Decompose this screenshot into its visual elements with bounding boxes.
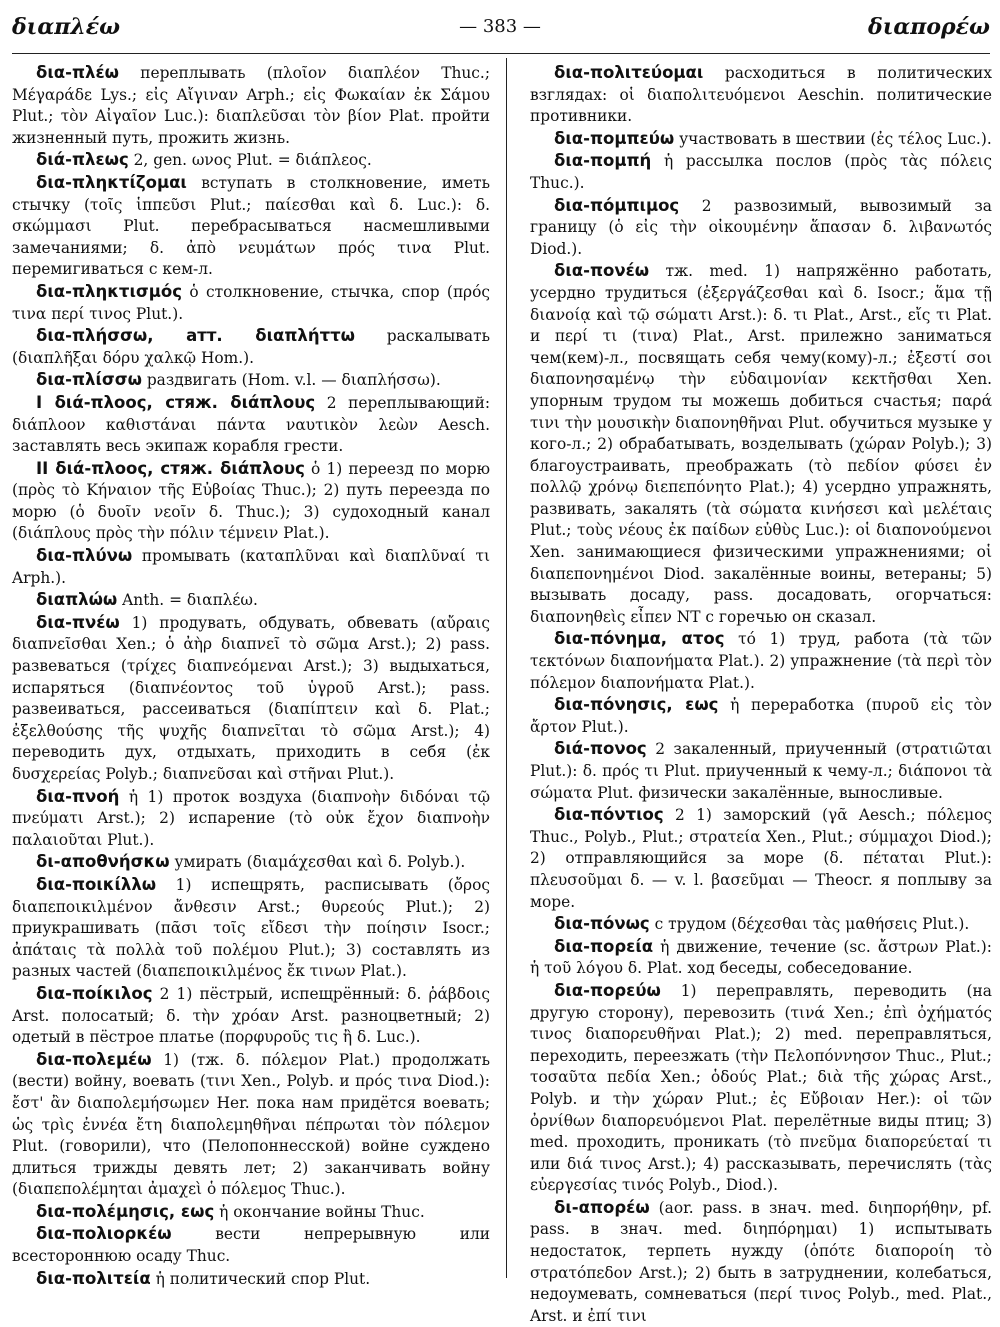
dictionary-entry	[530, 62, 992, 128]
entry-headword: δια-πλίσσω	[36, 370, 142, 390]
column-divider	[506, 58, 507, 1278]
dictionary-entry	[12, 851, 490, 874]
entry-headword: δια-πόντιος	[554, 805, 664, 825]
entry-definition: ἡ окончание войны Thuc.	[214, 1202, 425, 1221]
dictionary-entry	[530, 195, 992, 261]
left-column	[12, 62, 491, 1288]
entry-definition: 1) переправлять, переводить (на другую сторону), перевозить (τινά Xen.; ἐπὶ ὀχήματός τινος διαπορευθῆναι Plat.); 2) med. переправляться, переходить, переезжать (τὴν Πελοπόννησον Thuc., Plut.; τοσαῦτα πεδία Xen.; ὁδούς Plat.; διὰ τῆς χώρας Arst., Polyb. и τὴν χώραν Plut.; ἐς Εὔβοιαν Her.): οἱ τῶν ὀρνίθων διαπορευόμενοι Plat. перелётные виды птиц; 3) med. проходить, проникать (τὸ πνεῦμα διαπορεύεταί τι или διά τινος Arst.); 4) рассказывать, перечислять (τὰς εὐεργεσίας τινός Polyb., Diod.).	[530, 981, 992, 1195]
entry-headword: δια-πλέω	[36, 63, 119, 82]
entry-definition: 2 развозимый, вывозимый за границу (ὁ εἰς τὴν οἰκουμένην ἅπασαν δ. λιβανωτός Diod.).	[530, 196, 992, 258]
dictionary-entry	[530, 628, 992, 694]
page-header	[10, 10, 990, 50]
running-head-left: διαπλέω	[12, 14, 121, 40]
running-head-right: διαπορέω	[868, 14, 990, 40]
entry-headword: I διά-πλοος, стяж. διάπλους	[36, 392, 316, 412]
entry-headword: δια-πονέω	[554, 261, 650, 281]
dictionary-entry	[530, 804, 992, 913]
entry-headword: II διά-πλοος, стяж. διάπλους	[36, 458, 305, 478]
entry-definition: с трудом (δέχεσθαι τὰς μαθήσεις Plut.).	[649, 915, 970, 934]
dictionary-entry	[530, 694, 992, 738]
entry-definition: (aor. pass. в знач. med. διηπορήθην, pf. pass. в знач. med. διηπόρημαι) 1) испытывать недостаток, терпеть нужду (ὁπότε διαποροίη τὸ στρατόπεδον Arst.); 2) быть в затруднении, колебаться, недоумевать, сомневаться (περί τινος Polyb., med. Plat., Arst. и ἐπί τινι	[530, 1198, 992, 1325]
entry-headword: δια-πληκτίζομαι	[36, 172, 187, 192]
entry-definition: 1) (тж. δ. πόλεμον Plat.) продолжать (вести) войну, воевать (τινι Xen., Polyb. и πρός τινα Diod.): ἔστ' ἂν διαπολεμήσωμεν Her. пока нам придётся воевать; ὡς τρὶς ἐννέα ἔτη διαπολεμηθῆναι πέπρωται τὸν πόλεμον Plut. (говорили), что (Пелопоннесской) войне суждено длиться трижды девять лет; 2) заканчивать войну (διαπεπολέμηται ἀμαχεὶ ὁ πόλεμος Thuc.).	[12, 1050, 490, 1199]
entry-headword: δια-πλύνω	[36, 546, 133, 566]
entry-headword: δια-πολιτεία	[36, 1268, 151, 1288]
entry-headword: δια-πόνως	[554, 914, 650, 934]
entry-headword: διά-πλεως	[36, 150, 129, 170]
dictionary-entry	[530, 1197, 992, 1327]
dictionary-entry	[12, 62, 490, 149]
page-number: — 383 —	[459, 16, 541, 37]
dictionary-entry	[12, 1049, 490, 1201]
entry-definition: расходиться в политических взглядах: οἱ διαπολιτευόμενοι Aeschin. политические противники.	[530, 64, 992, 126]
dictionary-entry	[12, 172, 490, 281]
entry-definition: ὁ 1) переезд по морю (πρὸς τὸ Κήναιον τῆς Εὐβοίας Thuc.); 2) путь переезда по морю (ὁ δυοῖν νεοῖν δ. Thuc.); 3) судоходный канал (διάπλους πρὸς τὴν πόλιν τέμνειν Plat.).	[12, 459, 490, 543]
entry-definition: ἡ 1) проток воздуха (διαπνοὴν διδόναι τῷ πνεύματι Arst.); 2) испарение (τὸ οὐκ ἔχον διαπνοὴν παλαιοῦται Plut.).	[12, 787, 490, 849]
entry-definition: вступать в столкновение, иметь стычку (τοῖς ἱππεῦσι Plut.; παίεσθαι καὶ δ. Luc.): δ. σκώμμασι Plut. перебрасываться насмешливыми замечаниями; δ. ἀπὸ νευμάτων πρός τινα Plut. перемигиваться с кем-л.	[12, 173, 490, 279]
entry-definition: участвовать в шествии (ἐς τέλος Luc.).	[674, 129, 992, 148]
entry-headword: δια-πνέω	[36, 612, 120, 632]
dictionary-entry	[12, 369, 490, 392]
right-column	[530, 62, 992, 1325]
entry-headword: δια-πορεύω	[554, 980, 661, 1000]
entry-headword: δια-πληκτισμός	[36, 281, 182, 301]
entry-definition: 2 1) пёстрый, испещрённый: δ. ῥάβδοις Arst. полосатый; δ. τὴν χρόαν Arst. разноцветный; 2) одетый в пёстрое платье (πορφυροῦς τις ἢ δ. Luc.).	[12, 984, 490, 1047]
entry-definition: промывать (καταπλῦναι καὶ διαπλῦναί τι Arph.).	[12, 547, 490, 587]
entry-headword: δια-πολεμέω	[36, 1049, 152, 1069]
entry-definition: 2 переплывающий: διάπλοον καθιστάναι πάντα ναυτικὸν λεὼν Aesch. заставлять весь экипаж корабля грести.	[12, 393, 491, 456]
entry-headword: δι-αποθνήσκω	[36, 852, 170, 872]
entry-definition: τό 1) труд, работа (τὰ τῶν τεκτόνων διαπονήματα Plat.). 2) упражнение (τὰ περὶ τὸν πόλεμον διαπονήματα Plat.).	[530, 630, 992, 692]
entry-definition: раскалывать (διαπλῆξαι δόρυ χαλκῷ Hom.).	[12, 327, 490, 367]
dictionary-entry	[12, 149, 490, 172]
dictionary-entry	[12, 612, 490, 786]
entry-headword: δια-πολιτεύομαι	[554, 63, 704, 82]
dictionary-entry	[12, 281, 490, 325]
entry-definition: переплывать (πλοῖον διαπλέον Thuc.; Μέγαράδε Lys.; εἰς Αἴγιναν Arph.; εἰς Φωκαίαν ἐκ Σάμου Plut.; τὸν Αἰγαῖον Luc.): διαπλεῦσαι τὸν βίον Plat. пройти жизненный путь, прожить жизнь.	[12, 64, 490, 147]
entry-definition: ἡ рассылка послов (πρὸς τὰς πόλεις Thuc.).	[530, 152, 992, 192]
entry-definition: вести непрерывную или всестороннюю осаду Thuc.	[12, 1225, 490, 1266]
entry-headword: δια-πόνησις, εως	[554, 695, 719, 715]
entry-definition: ἡ политический спор Plut.	[150, 1269, 371, 1288]
dictionary-entry	[12, 1201, 490, 1224]
dictionary-entry	[530, 936, 992, 980]
dictionary-entry	[12, 1268, 490, 1291]
entry-headword: δια-πνοή	[36, 786, 120, 806]
entry-headword: διά-πονος	[554, 739, 647, 759]
entry-headword: δια-πλήσσω, атт. διαπλήττω	[36, 326, 356, 346]
dictionary-entry	[12, 874, 490, 983]
entry-headword: δια-πόμπιμος	[554, 195, 680, 215]
entry-definition: ὁ столкновение, стычка, спор (πρός τινα περί τινος Plut.).	[12, 282, 490, 323]
dictionary-entry	[12, 325, 490, 369]
entry-definition: 1) продувать, обдувать, обвевать (αὔραις διαπνεῖσθαι Xen.; ὁ ἀὴρ διαπνεῖ τὸ σῶμα Arst.); 2) pass. развеваться (τρίχες διαπνεόμεναι Arst.); 3) выдыхаться, испаряться (διαπνέοντος τοῦ ὑγροῦ Arst.); pass. развеиваться, рассеиваться (διαπίπτειν καὶ δ. Plat.; ἐξελθούσης τῆς ψυχῆς διαπνεῖται τὸ σῶμα Arst.); 4) переводить дух, отдыхать, приходить в себя (ἐκ δυσχερείας Polyb.; διαπνεῦσαι καὶ στῆναι Plut.).	[12, 613, 490, 783]
entry-headword: δια-πόνημα, ατος	[554, 629, 725, 649]
header-rule	[12, 53, 990, 54]
dictionary-entry	[12, 983, 490, 1049]
entry-headword: δια-ποικίλλω	[36, 874, 157, 894]
dictionary-entry	[12, 392, 490, 458]
entry-definition: 1) испещрять, расписывать (ὄρος διαπεποικιλμένον ἄνθεσιν Arst.; θυρεούς Plut.); 2) приукрашивать (πᾶσι τοῖς εἴδεσι τὴν ποίησιν Isocr.; ἀπάταις τὰ πολλὰ τοῦ πολέμου Plut.); 3) составлять из разных частей (διαπεποικιλμένος ἔκ τινων Plat.).	[12, 875, 490, 981]
entry-definition: 2 закаленный, приученный (στρατιῶται Plut.): δ. πρός τι Plut. приученный к чему-л.; διάπονοι τὰ σώματα Plut. физически закалённые, выносливые.	[530, 740, 992, 802]
entry-headword: δι-απορέω	[554, 1197, 650, 1217]
dictionary-entry	[12, 1223, 490, 1267]
entry-headword: δια-πολέμησις, εως	[36, 1201, 215, 1221]
entry-definition: ἡ движение, течение (sc. ἄστρων Plat.): ἡ τοῦ λόγου δ. Plat. ход беседы, собеседование.	[530, 937, 992, 978]
dictionary-entry	[530, 260, 992, 628]
dictionary-entry	[530, 128, 992, 151]
entry-definition: ἡ переработка (πυροῦ εἰς τὸν ἄρτον Plut.).	[530, 696, 992, 736]
entry-definition: Anth. = διαπλέω.	[117, 591, 258, 610]
entry-definition: раздвигать (Hom. v.l. — διαπλήσσω).	[141, 371, 441, 390]
dictionary-entry	[530, 913, 992, 936]
dictionary-entry	[12, 589, 490, 612]
entry-definition: 2 1) заморский (γᾶ Aesch.; πόλεμος Thuc., Polyb., Plut.; στρατεία Xen., Plut.; σύμμαχοι Diod.); 2) отправляющийся за море (δ. πέταται Plut.): πλευσοῦμαι δ. — v. l. βασεῦμαι — Theocr. я поплыву за море.	[530, 806, 992, 911]
dictionary-entry	[530, 150, 992, 194]
dictionary-entry	[530, 738, 992, 804]
entry-headword: δια-πομπεύω	[554, 128, 675, 148]
entry-headword: διαπλώω	[36, 590, 118, 610]
entry-definition: тж. med. 1) напряжённо работать, усердно трудиться (ἐξεργάζεσθαι καὶ δ. Isocr.; ἅμα τῇ διανοίᾳ καὶ τῷ σώματι Arst.): δ. τι Plat., Arst., εἴς τι Plat. и περί τι (τινα) Plat., Arst. прилежно заниматься чем(кем)-л., посвящать себя чему(кому)-л.; ἐξεστί σοι διαπονησαμένῳ τὴν εὐδαιμονίαν κεκτῆσθαι Xen. упорным трудом ты можешь добиться счастья; παρά τινι τὴν μουσικὴν διαπονηθῆναι Plut. обучиться музыке у кого-л.; 2) обрабатывать, возделывать (χώραν Polyb.); 3) благоустраивать, преображать (τὸ πεδίον φύσει ἐν πολλῷ χρόνῳ διεπεπόνητο Plat.); 4) усердно упражнять, развивать, закалять (τὰ σώματα κινήσεσι καὶ μελέταις Plut.; τοὺς νέους ἐκ παίδων εὐθὺς Luc.): οἱ διαπονούμενοι Xen. занимающиеся физическими упражнениями; οἱ διαπεπονημένοι Diod. закалённые воины, ветераны; 5) вызывать досаду, pass. досадовать, огорчаться: διαπονηθεὶς εἶπεν NT с горечью он сказал.	[530, 262, 992, 626]
entry-headword: δια-πορεία	[554, 936, 654, 956]
dictionary-entry	[12, 545, 490, 589]
dictionary-entry	[12, 786, 490, 852]
entry-headword: δια-πομπή	[554, 151, 652, 171]
entry-definition: 2, gen. ωνος Plut. = διάπλεος.	[128, 151, 372, 170]
entry-definition: умирать (διαμάχεσθαι καὶ δ. Polyb.).	[169, 853, 466, 872]
entry-headword: δια-ποίκιλος	[36, 983, 153, 1003]
dictionary-entry	[12, 458, 490, 545]
entry-headword: δια-πολιορκέω	[36, 1224, 172, 1244]
dictionary-entry	[530, 980, 992, 1197]
